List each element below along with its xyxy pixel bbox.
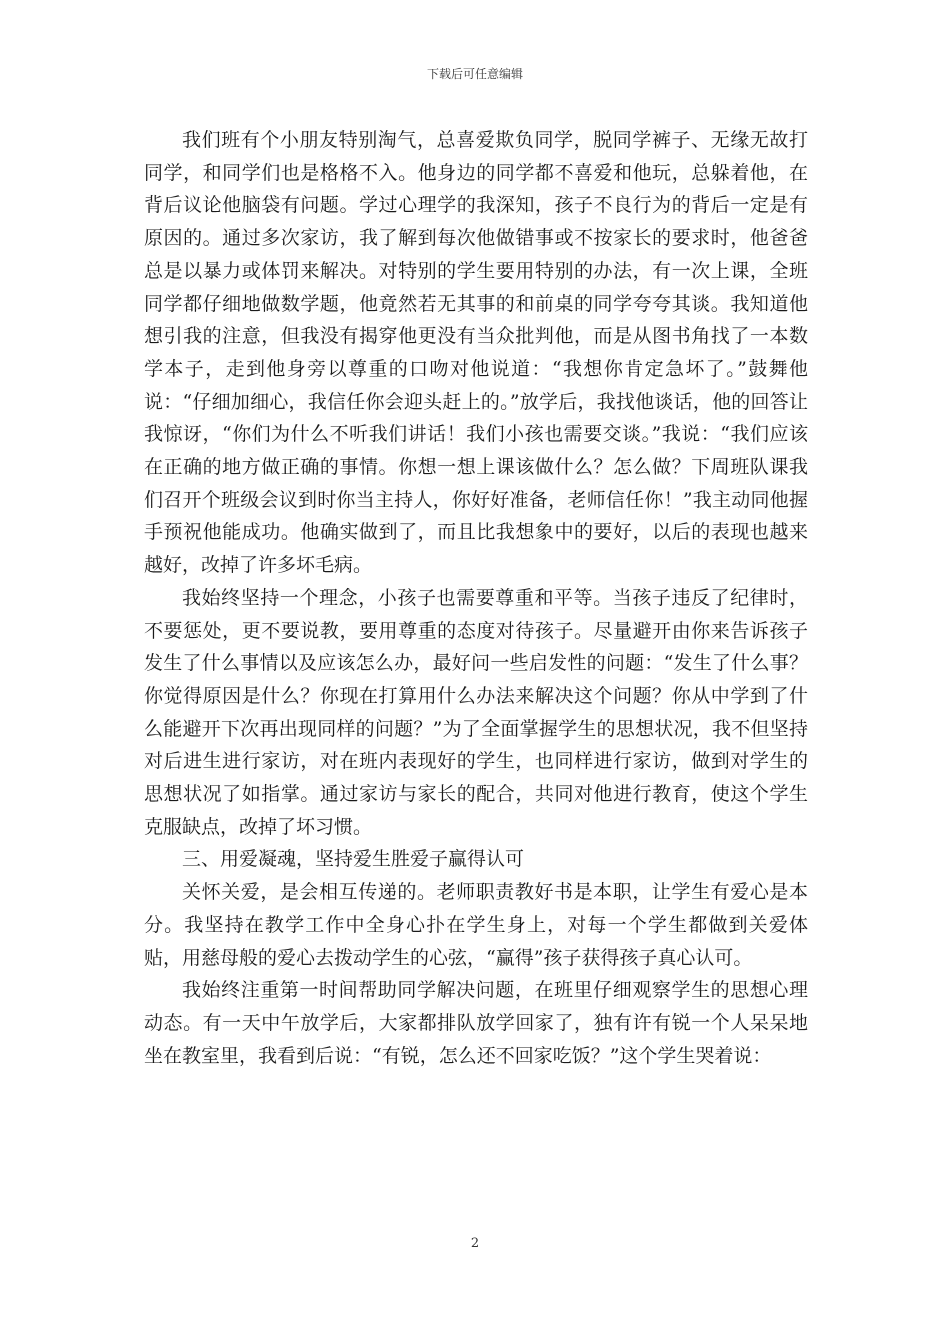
paragraph-1: 我们班有个小朋友特别淘气，总喜爱欺负同学，脱同学裤子、无缘无故打同学，和同学们也是格格不入。他身边的同学都不喜爱和他玩，总躲着他，在背后议论他脑袋有问题。学过心理学的我深知，孩子不良行为的背后一定是有原因的。通过多次家访，我了解到每次他做错事或不按家长的要求时，他爸爸总是以暴力或体罚来解决。对特别的学生要用特别的办法，有一次上课，全班同学都仔细地做数学题，他竟然若无其事的和前桌的同学夸夸其谈。我知道他想引我的注意，但我没有揭穿他更没有当众批判他，而是从图书角找了一本数学本子，走到他身旁以尊重的口吻对他说道：“我想你肯定急坏了。”鼓舞他说：“仔细加细心，我信任你会迎头赶上的。”放学后，我找他谈话，他的回答让我惊讶，“你们为什么不听我们讲话！我们小孩也需要交谈。”我说：“我们应该在正确的地方做正确的事情。你想一想上课该做什么？怎么做？下周班队课我们召开个班级会议到时你当主持人，你好好准备，老师信任你！”我主动同他握手预祝他能成功。他确实做到了，而且比我想象中的要好，以后的表现也越来越好，改掉了许多坏毛病。 — [144, 129, 808, 577]
section-heading: 三、用爱凝魂，坚持爱生胜爱子赢得认可 — [182, 848, 525, 871]
paragraph-3: 关怀关爱，是会相互传递的。老师职责教好书是本职，让学生有爱心是本分。我坚持在教学工作中全身心扑在学生身上，对每一个学生都做到关爱体贴，用慈母般的爱心去拨动学生的心弦，“赢得”孩子获得孩子真心认可。 — [144, 881, 808, 969]
paragraph-2: 我始终坚持一个理念，小孩子也需要尊重和平等。当孩子违反了纪律时，不要惩处，更不要说教，要用尊重的态度对待孩子。尽量避开由你来告诉孩子发生了什么事情以及应该怎么办，最好问一些启发性的问题：“发生了什么事？你觉得原因是什么？你现在打算用什么办法来解决这个问题？你从中学到了什么能避开下次再出现同样的问题？”为了全面掌握学生的思想状况，我不但坚持对后进生进行家访，对在班内表现好的学生，也同样进行家访，做到对学生的思想状况了如指掌。通过家访与家长的配合，共同对他进行教育，使这个学生克服缺点，改掉了坏习惯。 — [144, 586, 808, 838]
document-body — [144, 124, 808, 1072]
page-number: 2 — [470, 1236, 480, 1251]
paragraph-4: 我始终注重第一时间帮助同学解决问题，在班里仔细观察学生的思想心理动态。有一天中午放学后，大家都排队放学回家了，独有许有锐一个人呆呆地坐在教室里，我看到后说：“有锐，怎么还不回家吃饭？”这个学生哭着说： — [144, 979, 808, 1067]
page-header: 下载后可任意编辑 — [426, 67, 523, 81]
